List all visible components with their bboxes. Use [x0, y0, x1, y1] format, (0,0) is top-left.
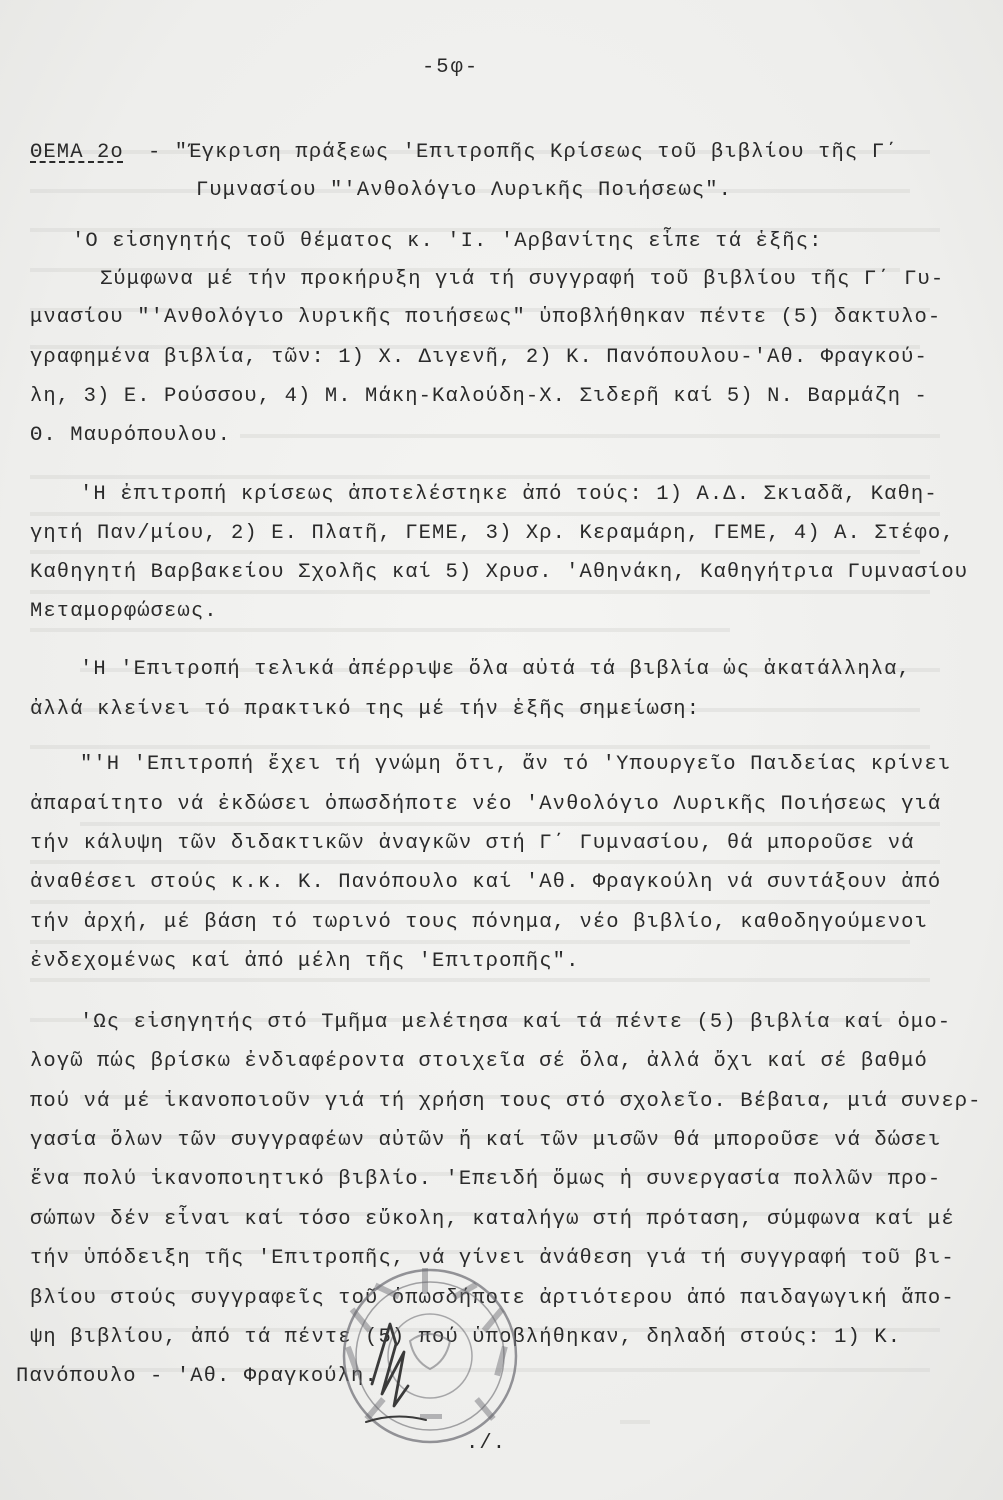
body-line: γασία ὅλων τῶν συγγραφέων αὐτῶν ἤ καί τῶν μισῶν θά μποροῦσε νά δώσει — [30, 1129, 942, 1152]
body-line: 'Η ἐπιτροπή κρίσεως ἀποτελέστηκε ἀπό τούς: 1) Α.Δ. Σκιαδᾶ, Καθη- — [80, 483, 938, 506]
body-line: τήν ὑπόδειξη τῆς 'Επιτροπῆς, νά γίνει ἀνάθεση γιά τή συγγραφή τοῦ βι- — [30, 1247, 955, 1270]
topic-heading-label: ΘΕΜΑ 2ο — [30, 141, 124, 164]
body-line: μνασίου "'Ανθολόγιο λυρικῆς ποιήσεως" ὑποβλήθηκαν πέντε (5) δακτυλο- — [30, 306, 942, 329]
body-line: λη, 3) Ε. Ρούσσου, 4) Μ. Μάκη-Καλούδη-Χ. Σιδερῆ καί 5) Ν. Βαρμάζη - — [30, 385, 928, 408]
page-number: -5φ- — [422, 56, 480, 79]
body-line: ἀναθέσει στούς κ.κ. Κ. Πανόπουλο καί 'Αθ. Φραγκούλη νά συντάξουν ἀπό — [30, 871, 942, 894]
body-line: σώπων δέν εἶναι καί τόσο εὔκολη, καταλήγω στή πρόταση, σύμφωνα καί μέ — [30, 1208, 955, 1231]
body-line: 'Η 'Επιτροπή τελικά ἀπέρριψε ὅλα αὐτά τά βιβλία ὡς ἀκατάλληλα, — [80, 658, 911, 681]
body-line: Πανόπουλο - 'Αθ. Φραγκούλη. — [16, 1365, 378, 1388]
body-line: βλίου στούς συγγραφεῖς τοῦ ὁπωσδήποτε ἀρτιότερου ἀπό παιδαγωγική ἄπο- — [30, 1287, 955, 1310]
topic-heading-title: - "Έγκριση πράξεως 'Επιτροπῆς Κρίσεως τοῦ βιβλίου τῆς Γ΄ — [148, 141, 899, 164]
body-line: πού νά μέ ἱκανοποιοῦν γιά τή χρήση τους στό σχολεῖο. Βέβαια, μιά συνερ- — [30, 1090, 982, 1113]
body-line: γητή Παν/μίου, 2) Ε. Πλατῆ, ΓΕΜΕ, 3) Χρ. Κεραμάρη, ΓΕΜΕ, 4) Α. Στέφο, — [30, 522, 955, 545]
body-line: ἕνα πολύ ἱκανοποιητικό βιβλίο. 'Επειδή ὅμως ἡ συνεργασία πολλῶν προ- — [30, 1168, 942, 1191]
body-line: ψη βιβλίου, ἀπό τά πέντε (5) πού ὑποβλήθηκαν, δηλαδή στούς: 1) Κ. — [30, 1326, 902, 1349]
body-line: ἀλλά κλείνει τό πρακτικό της μέ τήν ἑξῆς σημείωση: — [30, 698, 701, 721]
body-line: Μεταμορφώσεως. — [30, 600, 218, 623]
body-line: 'Ο εἰσηγητής τοῦ θέματος κ. 'Ι. 'Αρβανίτης εἶπε τά ἑξῆς: — [72, 230, 823, 253]
body-line: ἀπαραίτητο νά ἐκδώσει ὁπωσδήποτε νέο 'Ανθολόγιο Λυρικῆς Ποιήσεως γιά — [30, 793, 942, 816]
body-line: τήν ἀρχή, μέ βάση τό τωρινό τους πόνημα, νέο βιβλίο, καθοδηγούμενοι — [30, 911, 928, 934]
body-line: ἐνδεχομένως καί ἀπό μέλη τῆς 'Επιτροπῆς". — [30, 950, 580, 973]
body-line: "'Η 'Επιτροπή ἔχει τή γνώμη ὅτι, ἄν τό 'Υπουργεῖο Παιδείας κρίνει — [80, 753, 952, 776]
continuation-mark: ./. — [466, 1432, 507, 1455]
body-line: γραφημένα βιβλία, τῶν: 1) Χ. Διγενῆ, 2) Κ. Πανόπουλου-'Αθ. Φραγκού- — [30, 346, 928, 369]
topic-heading-title-cont: Γυμνασίου "'Ανθολόγιο Λυρικῆς Ποιήσεως". — [196, 179, 733, 202]
body-line: λογῶ πώς βρίσκω ἐνδιαφέροντα στοιχεῖα σέ ὅλα, ἀλλά ὄχι καί σέ βαθμό — [30, 1050, 928, 1073]
body-line: 'Ως εἰσηγητής στό Τμῆμα μελέτησα καί τά πέντε (5) βιβλία καί ὁμο- — [80, 1011, 952, 1034]
body-line: τήν κάλυψη τῶν διδακτικῶν ἀναγκῶν στή Γ΄ Γυμνασίου, θά μποροῦσε νά — [30, 832, 915, 855]
body-line: Σύμφωνα μέ τήν προκήρυξη γιά τή συγγραφή τοῦ βιβλίου τῆς Γ΄ Γυ- — [100, 268, 945, 291]
body-line: Θ. Μαυρόπουλου. — [30, 424, 232, 447]
body-line: Καθηγητή Βαρβακείου Σχολῆς καί 5) Χρυσ. 'Αθηνάκη, Καθηγήτρια Γυμνασίου — [30, 561, 969, 584]
official-stamp-icon — [332, 1246, 522, 1456]
